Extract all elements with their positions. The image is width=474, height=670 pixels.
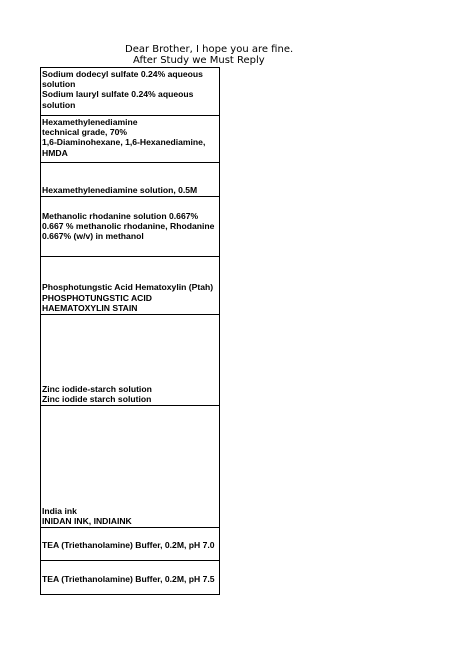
table-cell	[42, 185, 220, 195]
cell-line: TEA (Triethanolamine) Buffer, 0.2M, pH 7.0	[42, 539, 215, 550]
table-cell	[42, 574, 220, 584]
header-greeting: Dear Brother, I hope you are fine.	[125, 44, 294, 55]
table-row	[41, 406, 219, 528]
table-cell	[42, 69, 220, 110]
cell-line: Sodium dodecyl sulfate 0.24% aqueous	[42, 69, 203, 79]
table-row	[41, 68, 219, 116]
cell-line: 0.667 % methanolic rhodanine, Rhodanine	[42, 221, 215, 232]
cell-line: Zinc iodide starch solution	[42, 393, 152, 404]
table-row	[41, 197, 219, 257]
table-row	[41, 116, 219, 163]
cell-line: Hexamethylenediamine	[42, 117, 138, 127]
table-row	[41, 315, 219, 406]
table-cell	[42, 117, 220, 158]
cell-line: technical grade, 70%	[42, 127, 128, 138]
table-cell	[42, 211, 220, 242]
cell-line: solution	[42, 79, 76, 90]
table-row	[41, 528, 219, 561]
table-row	[41, 561, 219, 594]
header-subtitle: After Study we Must Reply	[133, 55, 265, 66]
table-row	[41, 163, 219, 197]
table-cell	[42, 282, 220, 313]
cell-line: 0.667% (w/v) in methanol	[42, 231, 144, 242]
cell-line: INIDAN INK, INDIAINK	[42, 515, 132, 526]
table-row	[41, 257, 219, 315]
document-header	[40, 42, 294, 68]
table-cell	[42, 506, 220, 526]
cell-line: Methanolic rhodanine solution 0.667%	[42, 211, 199, 221]
cell-line: HMDA	[42, 147, 68, 158]
chemical-list-table	[40, 67, 220, 595]
cell-line: PHOSPHOTUNGSTIC ACID	[42, 292, 152, 303]
cell-line: solution	[42, 99, 76, 110]
cell-line: Zinc iodide-starch solution	[42, 383, 152, 394]
cell-line: 1,6-Diaminohexane, 1,6-Hexanediamine,	[42, 137, 206, 148]
table-cell	[42, 384, 220, 404]
table-cell	[42, 540, 220, 550]
cell-line: Hexamethylenediamine solution, 0.5M	[42, 184, 198, 195]
cell-line: HAEMATOXYLIN STAIN	[42, 302, 138, 313]
cell-line: Sodium lauryl sulfate 0.24% aqueous	[42, 89, 194, 100]
cell-line: TEA (Triethanolamine) Buffer, 0.2M, pH 7.5	[42, 573, 215, 584]
cell-line: India ink	[42, 505, 77, 516]
cell-line: Phosphotungstic Acid Hematoxylin (Ptah)	[42, 282, 214, 293]
